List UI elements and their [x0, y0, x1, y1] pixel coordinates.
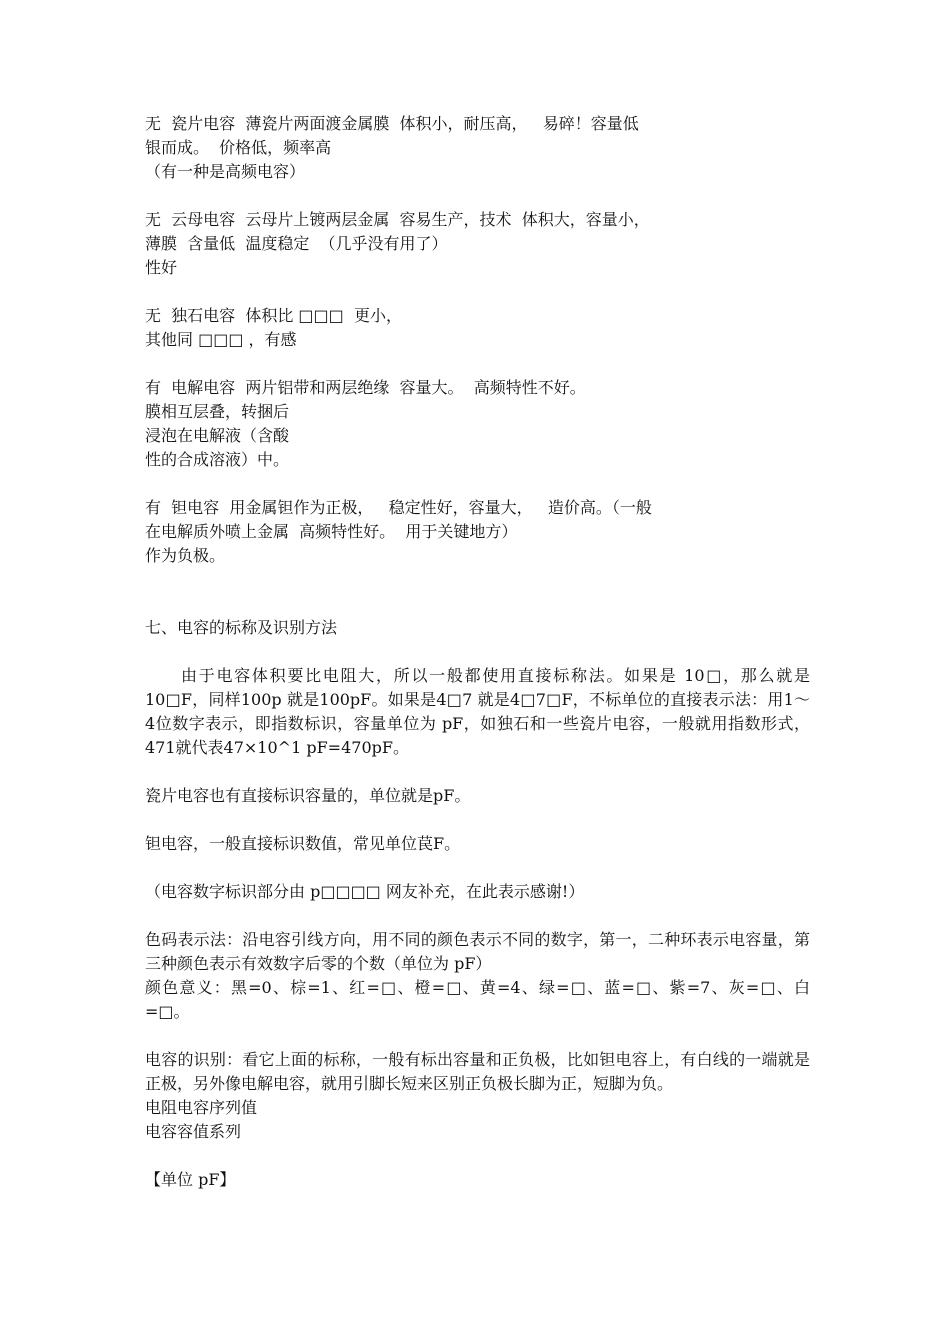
document-page: [145, 112, 810, 1192]
text-line: 有 钽电容 用金属钽作为正极， 稳定性好，容量大， 造价高。（一般: [145, 498, 652, 517]
text-line: 作为负极。: [145, 546, 226, 565]
text-line: （有一种是高频电容）: [145, 162, 306, 181]
identification-paragraph: 电容的识别：看它上面的标称，一般有标出容量和正负极，比如钽电容上，有白线的一端就是正极，另外像电解电容，就用引脚长短来区别正负极长脚为正，短脚为负。: [145, 1050, 810, 1093]
text-line: 在电解质外喷上金属 高频特性好。 用于关键地方）: [145, 522, 518, 541]
thanks-note: （电容数字标识部分由 p□□□□ 网友补充，在此表示感谢!）: [145, 882, 585, 901]
text-line: 无 瓷片电容 薄瓷片两面渡金属膜 体积小，耐压高， 易碎！容量低: [145, 114, 639, 133]
text-line: 膜相互层叠，转捆后: [145, 402, 290, 421]
color-meaning-paragraph: 颜色意义：黑=0、棕=1、红=□、橙=□、黄=4、绿=□、蓝=□、紫=7、灰=□、白=□。: [145, 978, 810, 1021]
section-title: 七、电容的标称及识别方法: [145, 618, 338, 637]
ceramic-marking-paragraph: 瓷片电容也有直接标识容量的，单位就是pF。: [145, 786, 471, 805]
text-line: 薄膜 含量低 温度稳定 （几乎没有用了）: [145, 234, 448, 253]
tantalum-marking-paragraph: 钽电容，一般直接标识数值，常见单位苠F。: [145, 834, 461, 853]
text-line: 有 电解电容 两片铝带和两层绝缘 容量大。 高频特性不好。: [145, 378, 586, 397]
text-line: 无 独石电容 体积比 □□□ 更小，: [145, 306, 402, 325]
monolithic-capacitor-block: [145, 304, 810, 352]
tantalum-capacitor-block: [145, 496, 810, 568]
series-values-heading: 电阻电容序列值: [145, 1098, 258, 1117]
color-code-paragraph: 色码表示法：沿电容引线方向，用不同的颜色表示不同的数字，第一，二种环表示电容量，第三种颜色表示有效数字后零的个数（单位为 pF）: [145, 930, 810, 973]
text-line: 其他同 □□□ ，有感: [145, 330, 297, 349]
text-line: 性好: [145, 258, 178, 277]
ceramic-capacitor-block: [145, 112, 810, 184]
text-line: 银而成。 价格低，频率高: [145, 138, 332, 157]
capacitance-series-heading: 电容容值系列: [145, 1122, 242, 1141]
electrolytic-capacitor-block: [145, 376, 810, 472]
text-line: 浸泡在电解液（含酸: [145, 426, 290, 445]
text-line: 无 云母电容 云母片上镀两层金属 容易生产，技术 体积大，容量小，: [145, 210, 650, 229]
direct-marking-paragraph: 由于电容体积要比电阻大，所以一般都使用直接标称法。如果是 10□，那么就是10□F，同样100p 就是100pF。如果是4□7 就是4□7□F，不标单位的直接表示法：用1～4位数字表示，即指数标识，容量单位为 pF，如独石和一些瓷片电容，一般就用指数形式，471就代表47×10^1 pF=470pF。: [145, 666, 810, 757]
unit-label: 【单位 pF】: [145, 1170, 236, 1189]
mica-capacitor-block: [145, 208, 810, 280]
text-line: 性的合成溶液）中。: [145, 450, 290, 469]
